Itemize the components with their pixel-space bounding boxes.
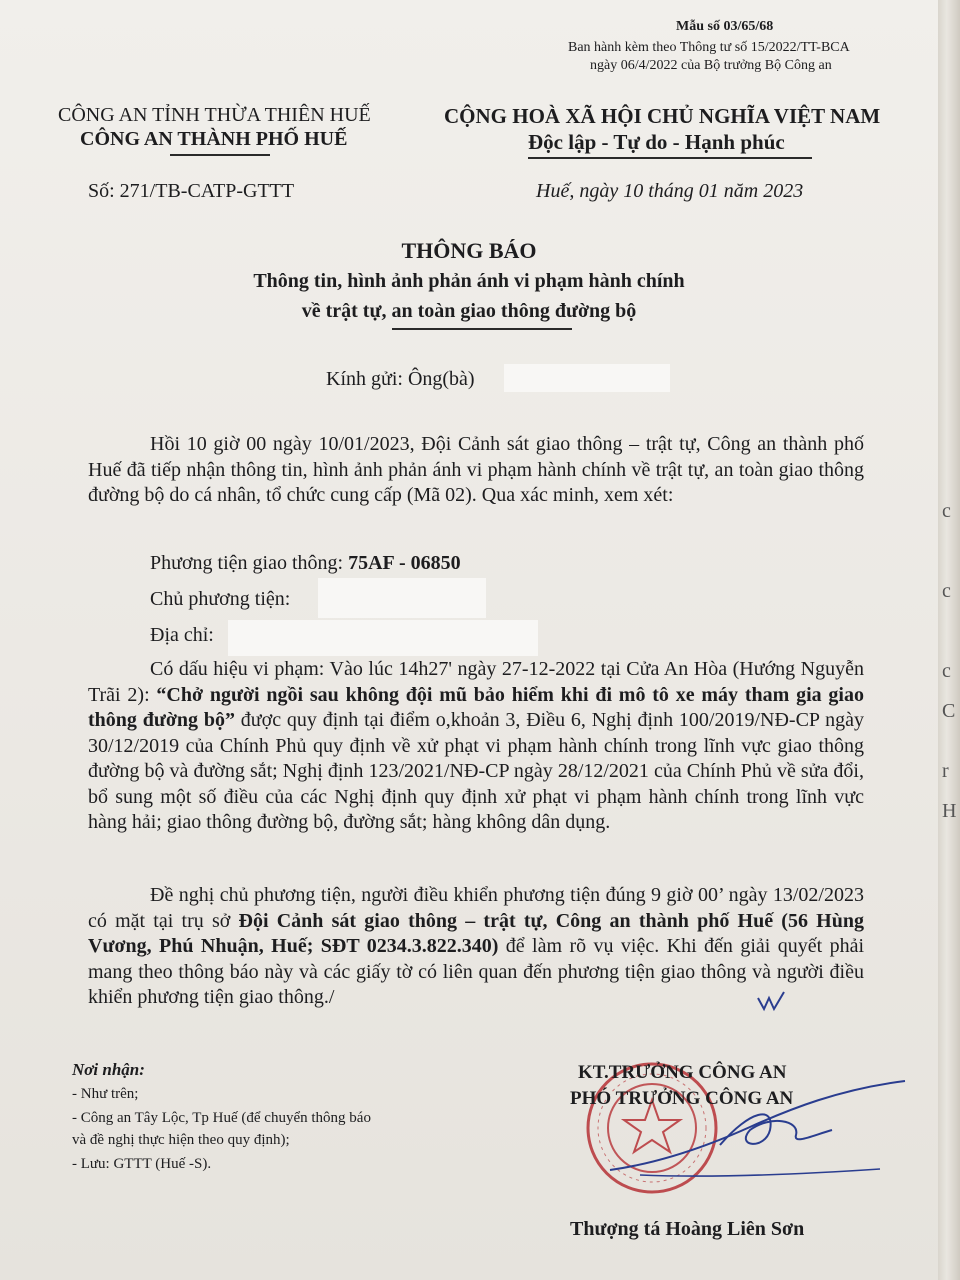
form-issued-line2: ngày 06/4/2022 của Bộ trưởng Bộ Công an: [590, 58, 832, 73]
paragraph-request: [88, 883, 864, 1011]
document-number: Số: 271/TB-CATP-GTTT: [88, 180, 295, 202]
form-issued-line1: Ban hành kèm theo Thông tư số 15/2022/TT-BCA: [568, 40, 850, 55]
vehicle-line: [150, 552, 461, 575]
agency-underline: [170, 154, 270, 156]
request-text-end: để làm rõ vụ việc. Khi đến giải quyết phải mang theo thông báo này và các giấy tờ có liên quan đến phương tiện giao thông và người điều khiển phương tiện giao thông./: [88, 935, 864, 1008]
background-page-edge: c c c C r H: [938, 0, 960, 1280]
signer-name: Thượng tá Hoàng Liên Sơn: [570, 1218, 805, 1240]
recipient-item: - Công an Tây Lộc, Tp Huế (để chuyển thông báo: [72, 1110, 371, 1126]
agency-line1: CÔNG AN TỈNH THỪA THIÊN HUẾ: [58, 104, 371, 126]
owner-label: Chủ phương tiện:: [150, 588, 291, 610]
paragraph-receipt: Hồi 10 giờ 00 ngày 10/01/2023, Đội Cảnh sát giao thông – trật tự, Công an thành phố Huế đã tiếp nhận thông tin, hình ảnh phản ánh vi phạm hành chính về trật tự, an toàn giao thông đường bộ do cá nhân, tổ chức cung cấp (Mã 02). Qua xác minh, xem xét:: [88, 433, 864, 506]
salutation: Kính gửi: Ông(bà): [326, 368, 475, 390]
recipient-item: - Như trên;: [72, 1086, 139, 1102]
violation-description: “Chở người ngồi sau không đội mũ bảo hiểm khi đi mô tô xe máy tham gia giao thông đường bộ”: [88, 683, 864, 731]
handwritten-signature: [600, 1075, 920, 1185]
motto-underline: [528, 157, 812, 159]
request-text-start: Đề nghị chủ phương tiện, người điều khiển phương tiện đúng 9 giờ 00’ ngày 13/02/2023 có mặt tại trụ sở: [88, 884, 864, 932]
vehicle-label: Phương tiện giao thông:: [150, 552, 349, 574]
recipient-item: - Lưu: GTTT (Huế -S).: [72, 1156, 212, 1172]
violation-legal-basis: được quy định tại điểm o,khoản 3, Điều 6, Nghị định 100/2019/NĐ-CP ngày 30/12/2019 của Chính Phủ quy định về xử phạt vi phạm hành chính trong lĩnh vực giao thông đường bộ và đường sắt; Nghị định 123/2021/NĐ-CP ngày 28/12/2021 của Chính Phủ về sửa đổi, bổ sung một số điều của các Nghị định quy định xử phạt vi phạm hành chính trong lĩnh vực hàng hải; giao thông đường bộ, đường sắt; hàng không dân dụng.: [88, 709, 864, 833]
document-subtitle-1: Thông tin, hình ảnh phản ánh vi phạm hành chính: [253, 270, 685, 292]
address-label: Địa chỉ:: [150, 624, 214, 646]
request-office: Đội Cảnh sát giao thông – trật tự, Công an thành phố Huế (56 Hùng Vương, Phú Nhuận, Huế; SĐT 0234.3.822.340): [88, 909, 864, 957]
recipient-item: và đề nghị thực hiện theo quy định);: [72, 1132, 290, 1148]
signature-authority: KT.TRƯỞNG CÔNG AN: [578, 1062, 787, 1083]
nation-line1: CỘNG HOÀ XÃ HỘI CHỦ NGHĨA VIỆT NAM: [444, 104, 881, 128]
document-subtitle-2: về trật tự, an toàn giao thông đường bộ: [301, 300, 637, 322]
handwritten-check-mark: [756, 990, 786, 1012]
paragraph-violation: [88, 657, 864, 836]
recipients-heading: Nơi nhận:: [72, 1060, 145, 1079]
form-number: Mẫu số 03/65/68: [676, 19, 774, 34]
nation-motto: Độc lập - Tự do - Hạnh phúc: [528, 130, 785, 154]
place-date: Huế, ngày 10 tháng 01 năm 2023: [536, 180, 804, 202]
agency-line2: CÔNG AN THÀNH PHỐ HUẾ: [80, 128, 348, 150]
title-underline: [392, 328, 572, 330]
document-title: THÔNG BÁO: [401, 238, 537, 263]
vehicle-plate: 75AF - 06850: [348, 552, 461, 574]
redacted-owner: [318, 578, 486, 618]
violation-text-start: Có dấu hiệu vi phạm: Vào lúc 14h27' ngày 27-12-2022 tại Cửa An Hòa (Hướng Nguyễn Trãi 2):: [88, 658, 864, 706]
redacted-name: [504, 364, 670, 392]
signature-title: PHÓ TRƯỞNG CÔNG AN: [570, 1088, 794, 1109]
redacted-address: [228, 620, 538, 656]
